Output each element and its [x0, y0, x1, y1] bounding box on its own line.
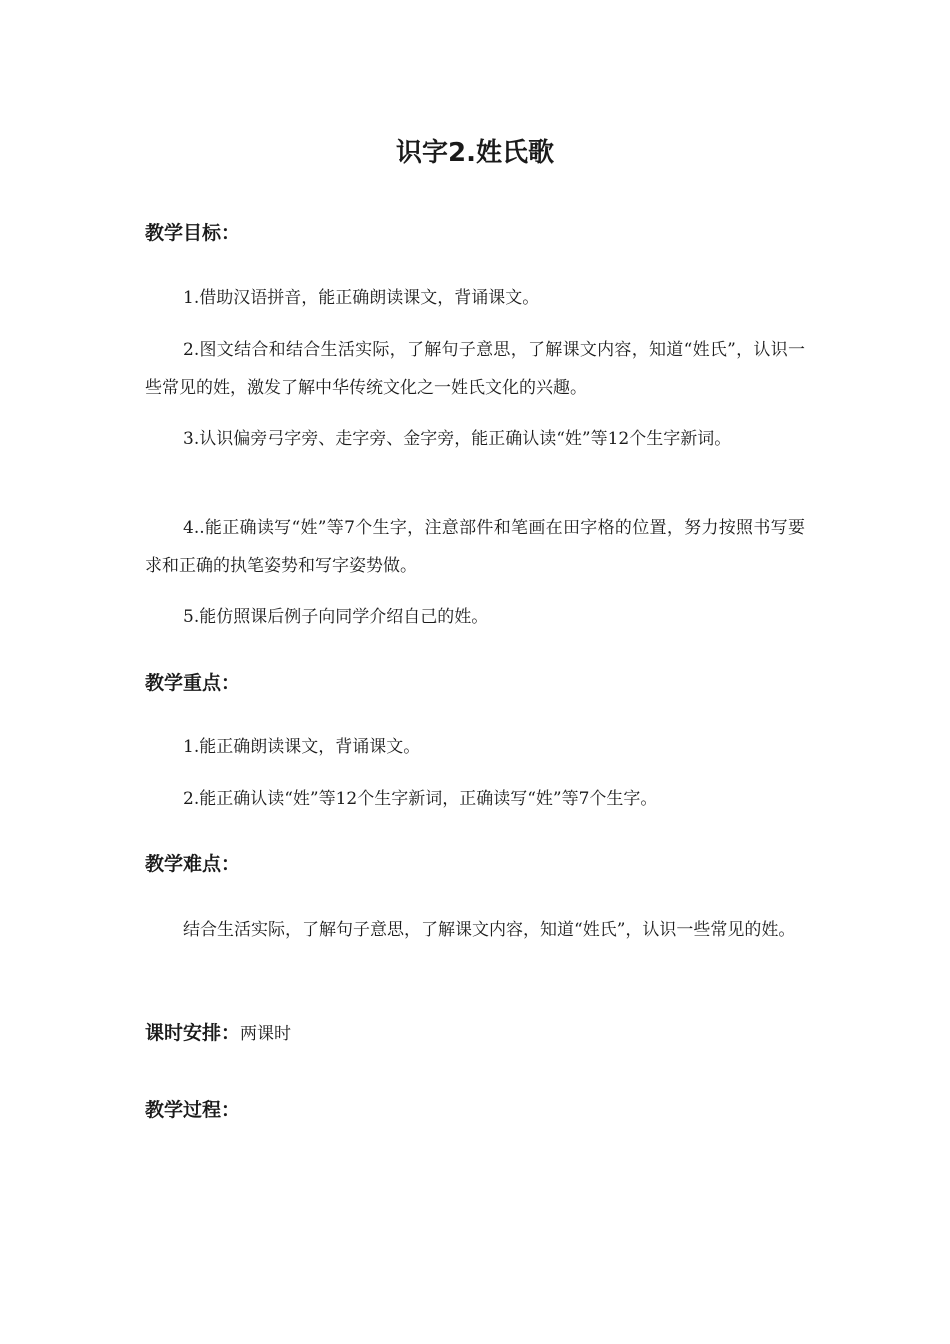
- difficulties-heading: 教学难点：: [145, 853, 241, 875]
- key-points-heading: 教学重点：: [145, 672, 241, 694]
- key-point-item-1: 1.能正确朗读课文，背诵课文。: [183, 737, 421, 757]
- schedule-value: 两课时: [240, 1024, 292, 1044]
- schedule-heading-label: 课时安排：: [145, 1022, 241, 1044]
- objective-item-1: 1.借助汉语拼音，能正确朗读课文，背诵课文。: [183, 288, 540, 308]
- schedule-heading: [145, 1019, 291, 1048]
- objective-item-3: 3.认识偏旁弓字旁、走字旁、金字旁，能正确认读“姓”等12个生字新词。: [183, 429, 732, 449]
- objectives-heading: 教学目标：: [145, 222, 241, 244]
- objective-item-4: 4..能正确读写“姓”等7个生字，注意部件和笔画在田字格的位置，努力按照书写要求和正确的执笔姿势和写字姿势做。: [145, 518, 805, 576]
- process-heading: 教学过程：: [145, 1099, 241, 1121]
- document-title: 识字2.姓氏歌: [396, 138, 554, 168]
- key-point-item-2: 2.能正确认读“姓”等12个生字新词，正确读写“姓”等7个生字。: [183, 789, 658, 809]
- objective-item-2: 2.图文结合和结合生活实际，了解句子意思，了解课文内容，知道“姓氏”，认识一些常见的姓，激发了解中华传统文化之一姓氏文化的兴趣。: [145, 340, 805, 398]
- objective-item-5: 5.能仿照课后例子向同学介绍自己的姓。: [183, 607, 489, 627]
- difficulty-item-1: 结合生活实际，了解句子意思，了解课文内容，知道“姓氏”，认识一些常见的姓。: [183, 920, 796, 940]
